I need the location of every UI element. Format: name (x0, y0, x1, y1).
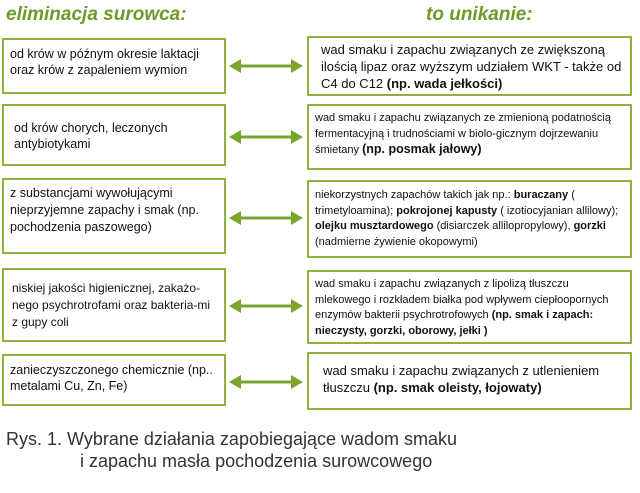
double-arrow-4 (229, 298, 303, 314)
source-box-5 (2, 354, 226, 406)
source-box-4 (2, 268, 226, 342)
double-arrow-5 (229, 374, 303, 390)
effect-text-3-part-5: ( izotiocyjanian allilowy); (497, 204, 619, 217)
source-box-2 (2, 104, 226, 166)
effect-text-2-part-2: (np. posmak jałowy) (362, 142, 482, 156)
source-box-1 (2, 38, 226, 94)
effect-box-3 (307, 180, 632, 258)
effect-text-1-part-1: wad smaku i zapachu związanych ze zwiększoną ilością lipaz oraz wyższym udziałem WKT - także od C4 do C12 (321, 42, 622, 91)
effect-box-1 (307, 36, 632, 96)
caption-line-2: i zapachu masła pochodzenia surowcowego (80, 451, 433, 471)
effect-text-3-part-3: ( trimetyloamina); (315, 189, 575, 217)
effect-text-3-part-8: gorzki (573, 220, 606, 232)
effect-text-2-part-1: wad smaku i zapachu związanych ze zmienioną podatnością fermentacyjną i trudnościami w biolo-gicznym dojrzewaniu śmietany (315, 112, 611, 156)
effect-box-5 (307, 352, 632, 410)
effect-text-3-part-4: pokrojonej kapusty (396, 204, 498, 217)
effect-text-4-part-2: (np. smak i zapach: nieczysty, gorzki, oborowy, jełki ) (315, 309, 594, 337)
effect-text-3-part-1: niekorzystnych zapachów takich jak np.: (315, 189, 514, 201)
effect-box-2 (307, 104, 632, 170)
source-text-1: od krów w późnym okresie laktacji oraz krów z zapaleniem wymion (10, 47, 199, 77)
double-arrow-1 (229, 58, 303, 74)
source-text-3: z substancjami wywołującymi nieprzyjemne zapachy i smak (np. pochodzenia paszowego) (10, 186, 199, 234)
header-right: to unikanie: (426, 4, 533, 25)
effect-text-3-part-2: buraczany (513, 189, 569, 201)
source-text-5: zanieczyszczonego chemicznie (np.. metalami Cu, Zn, Fe) (10, 363, 213, 393)
effect-text-4-part-1: wad smaku i zapachu związanych z lipolizą tłuszczu mlekowego i rozkładem białka pod wpływem ciepłoopornych enzymów bakterii psychrotrofowych (315, 278, 609, 321)
effect-text-5-part-2: (np. smak oleisty, łojowaty) (373, 380, 542, 395)
double-arrow-3 (229, 210, 303, 226)
source-text-4: niskiej jakości higienicznej, zakażo-nego psychrotrofami oraz bakteria-mi z gupy coli (12, 281, 211, 329)
source-text-2: od krów chorych, leczonych antybiotykami (14, 121, 168, 151)
double-arrow-2 (229, 129, 303, 145)
effect-box-4 (307, 270, 632, 344)
header-left: eliminacja surowca: (6, 4, 187, 25)
source-box-3 (2, 178, 226, 254)
effect-text-3-part-7: (disiarczek allilopropylowy), (433, 220, 574, 232)
effect-text-3-part-9: (nadmierne żywienie okopowymi) (315, 235, 478, 248)
effect-text-5-part-1: wad smaku i zapachu związanych z utlenieniem tłuszczu (323, 363, 600, 395)
effect-text-3-part-6: olejku musztardowego (315, 220, 434, 232)
figure-caption (6, 428, 457, 472)
caption-line-1: Rys. 1. Wybrane działania zapobiegające wadom smaku (6, 429, 458, 449)
effect-text-1-part-2: (np. wada jełkości) (386, 76, 503, 91)
